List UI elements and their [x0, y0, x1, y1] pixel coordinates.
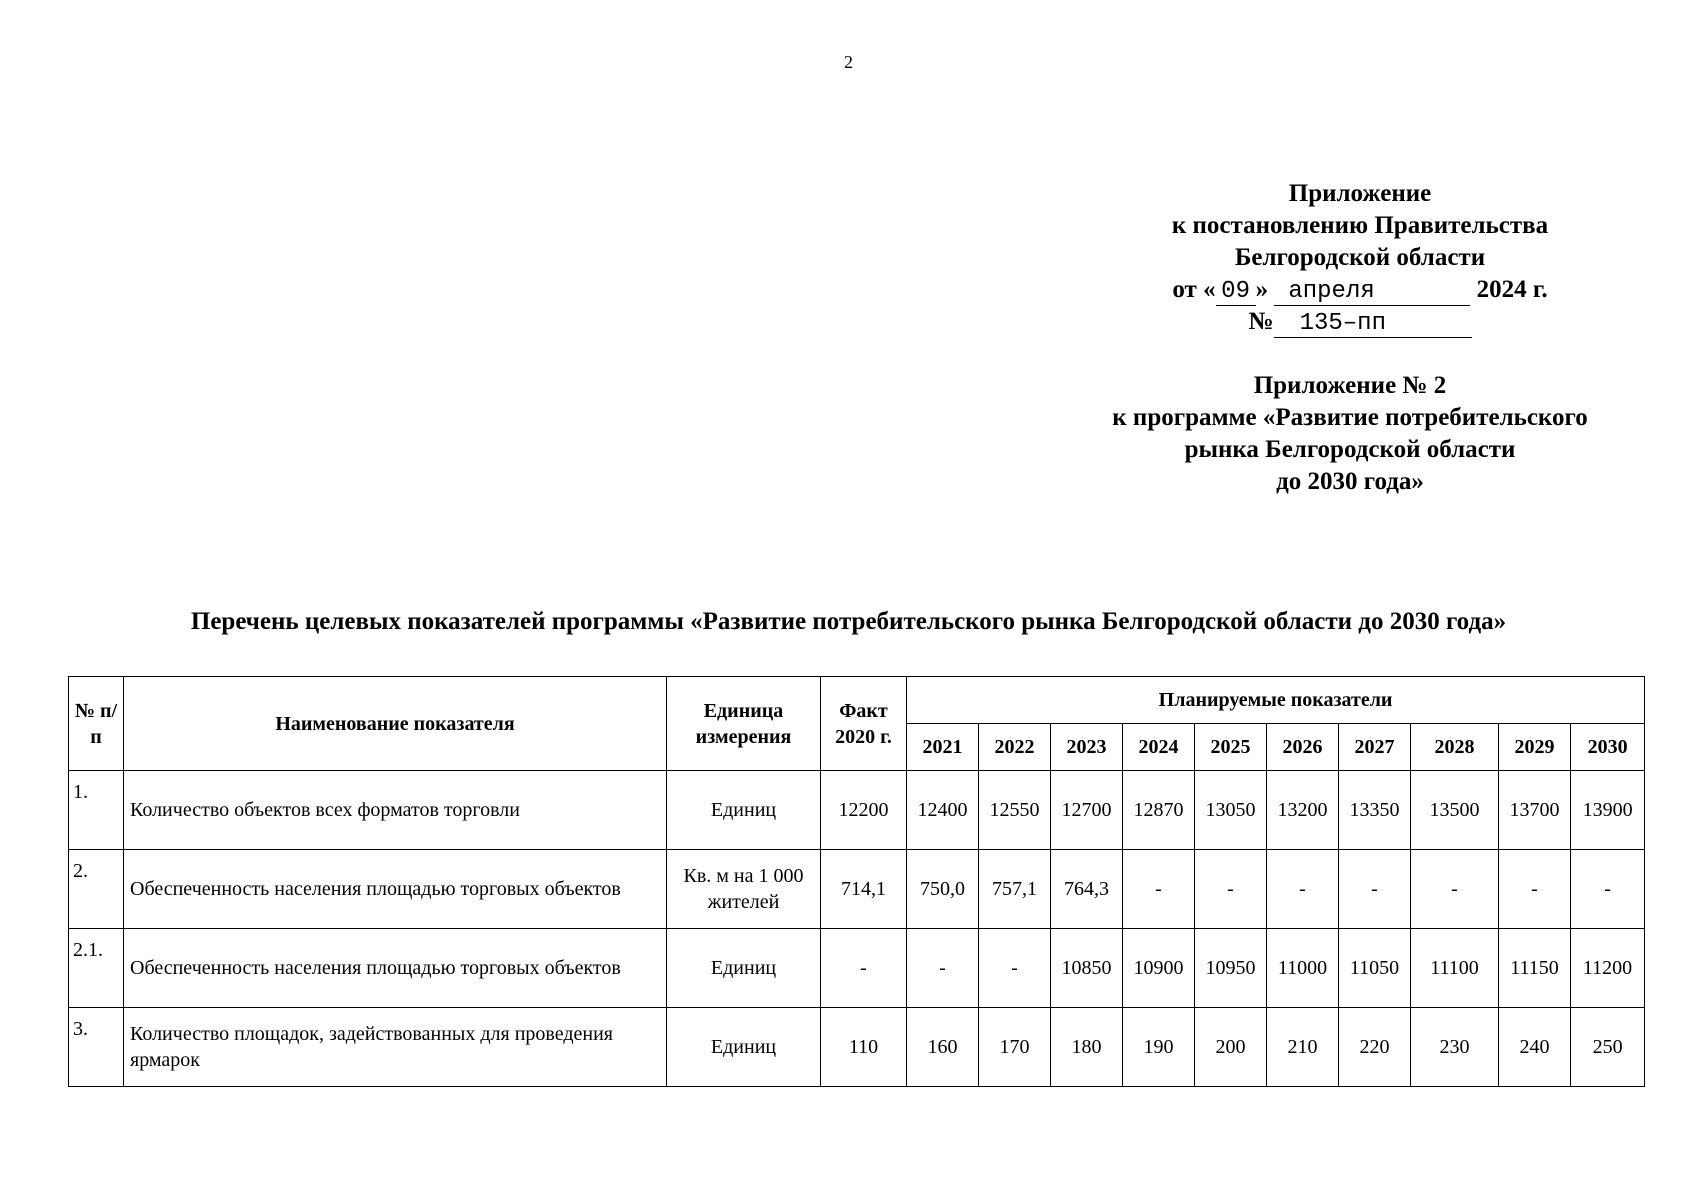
plan-value: 210 [1267, 1008, 1339, 1087]
date-prefix: от « [1172, 276, 1216, 303]
approval-block [1040, 178, 1680, 338]
approval-date [1040, 274, 1680, 306]
plan-value: 240 [1499, 1008, 1571, 1087]
plan-value: 13200 [1267, 771, 1339, 850]
indicator-name: Обеспеченность населения площадью торговых объектов [124, 850, 667, 929]
appendix-line-4: до 2030 года» [1276, 468, 1424, 495]
appendix-line-2: к программе «Развитие потребительского [1112, 404, 1588, 431]
approval-number [1040, 306, 1680, 338]
approval-region: Белгородской области [1234, 244, 1486, 271]
indicator-unit: Единиц [667, 771, 821, 850]
appendix-title: Приложение № 2 [1253, 372, 1447, 399]
indicator-unit: Единиц [667, 929, 821, 1008]
header-year: 2029 [1499, 724, 1571, 771]
indicator-name: Количество площадок, задействованных для проведения ярмарок [124, 1008, 667, 1087]
indicator-name: Количество объектов всех форматов торговли [124, 771, 667, 850]
appendix-block [1060, 370, 1640, 498]
plan-value: 180 [1051, 1008, 1123, 1087]
indicator-unit: Кв. м на 1 000 жителей [667, 850, 821, 929]
header-unit: Единица измерения [667, 677, 821, 771]
plan-value: - [1123, 850, 1195, 929]
header-year: 2023 [1051, 724, 1123, 771]
number-value: 135–пп [1274, 311, 1472, 338]
plan-value: 11000 [1267, 929, 1339, 1008]
header-year: 2021 [907, 724, 979, 771]
plan-value: 10900 [1123, 929, 1195, 1008]
table-row [69, 771, 1645, 850]
table-row [69, 929, 1645, 1008]
plan-value: - [907, 929, 979, 1008]
plan-value: 12550 [979, 771, 1051, 850]
approval-title: Приложение [1288, 180, 1432, 207]
date-mid: » [1255, 276, 1269, 303]
plan-value: - [1499, 850, 1571, 929]
plan-value: - [1339, 850, 1411, 929]
indicators-table [68, 676, 1645, 1087]
plan-value: - [979, 929, 1051, 1008]
row-index: 2. [69, 850, 124, 929]
plan-value: 11100 [1411, 929, 1499, 1008]
plan-value: - [1195, 850, 1267, 929]
number-prefix: № [1248, 308, 1274, 335]
plan-value: 13050 [1195, 771, 1267, 850]
row-index: 2.1. [69, 929, 124, 1008]
indicator-unit: Единиц [667, 1008, 821, 1087]
plan-value: 190 [1123, 1008, 1195, 1087]
header-year: 2030 [1571, 724, 1645, 771]
header-fact: Факт 2020 г. [821, 677, 907, 771]
header-planned: Планируемые показатели [907, 677, 1645, 724]
appendix-line-3: рынка Белгородской области [1184, 436, 1516, 463]
fact-value: 12200 [821, 771, 907, 850]
header-year: 2025 [1195, 724, 1267, 771]
header-num: № п/п [69, 677, 124, 771]
plan-value: 757,1 [979, 850, 1051, 929]
plan-value: 12870 [1123, 771, 1195, 850]
indicator-name: Обеспеченность населения площадью торговых объектов [124, 929, 667, 1008]
approval-decree: к постановлению Правительства [1171, 212, 1549, 239]
row-index: 1. [69, 771, 124, 850]
plan-value: 10950 [1195, 929, 1267, 1008]
plan-value: - [1571, 850, 1645, 929]
table-row [69, 850, 1645, 929]
plan-value: 11200 [1571, 929, 1645, 1008]
plan-value: 13700 [1499, 771, 1571, 850]
plan-value: 13500 [1411, 771, 1499, 850]
plan-value: 11050 [1339, 929, 1411, 1008]
plan-value: 230 [1411, 1008, 1499, 1087]
plan-value: 13900 [1571, 771, 1645, 850]
plan-value: 250 [1571, 1008, 1645, 1087]
plan-value: 764,3 [1051, 850, 1123, 929]
header-year: 2024 [1123, 724, 1195, 771]
plan-value: 160 [907, 1008, 979, 1087]
header-year: 2022 [979, 724, 1051, 771]
plan-value: 200 [1195, 1008, 1267, 1087]
plan-value: 12700 [1051, 771, 1123, 850]
fact-value: 714,1 [821, 850, 907, 929]
date-month: апреля [1274, 279, 1470, 306]
plan-value: 750,0 [907, 850, 979, 929]
header-name: Наименование показателя [124, 677, 667, 771]
plan-value: - [1267, 850, 1339, 929]
plan-value: 13350 [1339, 771, 1411, 850]
fact-value: - [821, 929, 907, 1008]
plan-value: 170 [979, 1008, 1051, 1087]
date-year: 2024 г. [1476, 276, 1548, 303]
row-index: 3. [69, 1008, 124, 1087]
page-number: 2 [844, 52, 853, 72]
date-day: 09 [1216, 279, 1256, 306]
header-year: 2026 [1267, 724, 1339, 771]
header-year: 2028 [1411, 724, 1499, 771]
plan-value: 220 [1339, 1008, 1411, 1087]
plan-value: - [1411, 850, 1499, 929]
plan-value: 10850 [1051, 929, 1123, 1008]
header-row [69, 677, 1645, 724]
header-year: 2027 [1339, 724, 1411, 771]
table-row [69, 1008, 1645, 1087]
plan-value: 11150 [1499, 929, 1571, 1008]
plan-value: 12400 [907, 771, 979, 850]
document-title: Перечень целевых показателей программы «Развитие потребительского рынка Белгородской области до 2030 года» [190, 608, 1507, 635]
fact-value: 110 [821, 1008, 907, 1087]
